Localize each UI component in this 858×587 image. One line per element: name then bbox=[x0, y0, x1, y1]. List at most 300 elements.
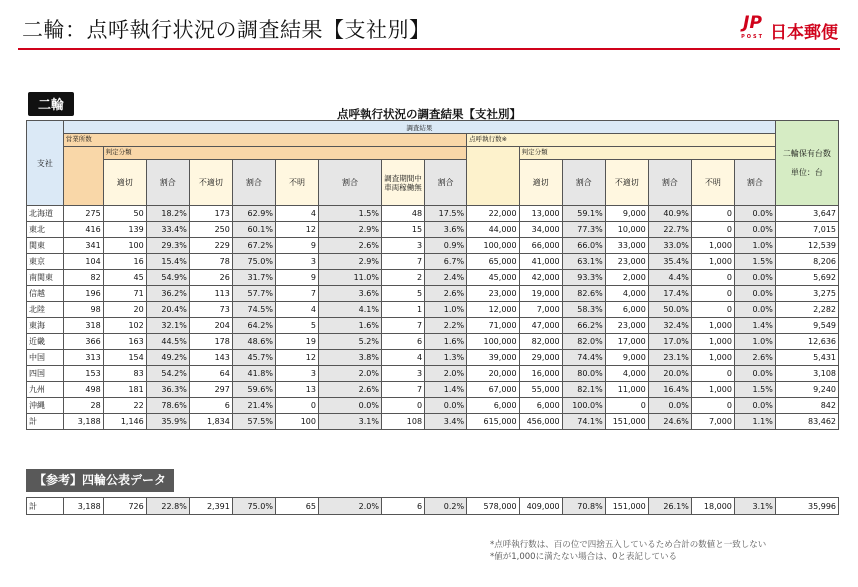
value-cell: 59.1% bbox=[562, 206, 605, 222]
value-cell: 151,000 bbox=[605, 414, 648, 430]
value-cell: 0 bbox=[691, 286, 734, 302]
value-cell: 615,000 bbox=[467, 414, 520, 430]
value-cell: 17.0% bbox=[648, 334, 691, 350]
value-cell: 64.2% bbox=[232, 318, 275, 334]
value-cell: 28 bbox=[63, 398, 103, 414]
value-cell: 23,000 bbox=[605, 254, 648, 270]
value-cell: 66.0% bbox=[562, 238, 605, 254]
reference-table bbox=[26, 497, 839, 515]
footnote: *点呼執行数は、百の位で四捨五入しているため合計の数値と一致しない bbox=[490, 540, 767, 550]
table-row bbox=[27, 318, 839, 334]
value-cell: 313 bbox=[63, 350, 103, 366]
survey-results-header: 調査結果 bbox=[63, 121, 775, 134]
value-cell: 82.0% bbox=[562, 334, 605, 350]
value-cell: 318 bbox=[63, 318, 103, 334]
value-cell: 1 bbox=[382, 302, 425, 318]
value-cell: 3,188 bbox=[63, 414, 103, 430]
value-cell: 16 bbox=[103, 254, 146, 270]
value-cell: 100 bbox=[103, 238, 146, 254]
value-cell: 3.6% bbox=[425, 222, 467, 238]
value-cell: 33.4% bbox=[146, 222, 189, 238]
value-cell: 18.2% bbox=[146, 206, 189, 222]
value-cell: 1,834 bbox=[189, 414, 232, 430]
value-cell: 41.8% bbox=[232, 366, 275, 382]
table-row bbox=[27, 366, 839, 382]
value-cell: 44.5% bbox=[146, 334, 189, 350]
value-cell: 297 bbox=[189, 382, 232, 398]
value-cell: 726 bbox=[103, 498, 146, 515]
value-cell: 0 bbox=[275, 398, 318, 414]
value-cell: 1,000 bbox=[691, 334, 734, 350]
reference-row bbox=[27, 498, 839, 515]
value-cell: 75.0% bbox=[232, 498, 275, 515]
value-cell: 54.2% bbox=[146, 366, 189, 382]
value-cell: 1.0% bbox=[734, 238, 775, 254]
value-cell: 1.4% bbox=[734, 318, 775, 334]
value-cell: 64 bbox=[189, 366, 232, 382]
value-cell: 26.1% bbox=[648, 498, 691, 515]
value-cell: 57.7% bbox=[232, 286, 275, 302]
value-cell: 3.6% bbox=[318, 286, 381, 302]
value-cell: 16,000 bbox=[519, 366, 562, 382]
value-cell: 0 bbox=[691, 222, 734, 238]
value-cell: 36.2% bbox=[146, 286, 189, 302]
value-cell: 59.6% bbox=[232, 382, 275, 398]
branch-cell: 沖縄 bbox=[27, 398, 64, 414]
value-cell: 48.6% bbox=[232, 334, 275, 350]
value-cell: 1.6% bbox=[425, 334, 467, 350]
value-cell: 7 bbox=[382, 382, 425, 398]
value-cell: 143 bbox=[189, 350, 232, 366]
value-cell: 78.6% bbox=[146, 398, 189, 414]
value-cell: 35.9% bbox=[146, 414, 189, 430]
value-cell: 5 bbox=[382, 286, 425, 302]
value-cell: 6 bbox=[382, 334, 425, 350]
value-cell: 178 bbox=[189, 334, 232, 350]
offices-count-header bbox=[63, 147, 103, 206]
value-cell: 3 bbox=[382, 366, 425, 382]
value-cell: 78 bbox=[189, 254, 232, 270]
value-cell: 82.1% bbox=[562, 382, 605, 398]
value-cell: 4 bbox=[382, 350, 425, 366]
value-cell: 83,462 bbox=[775, 414, 838, 430]
value-cell: 13 bbox=[275, 382, 318, 398]
value-cell: 2,000 bbox=[605, 270, 648, 286]
value-cell: 12,000 bbox=[467, 302, 520, 318]
value-cell: 4.1% bbox=[318, 302, 381, 318]
value-cell: 2.9% bbox=[318, 222, 381, 238]
table-row bbox=[27, 254, 839, 270]
value-cell: 35,996 bbox=[775, 498, 838, 515]
value-cell: 6,000 bbox=[467, 398, 520, 414]
value-cell: 71 bbox=[103, 286, 146, 302]
value-cell: 45 bbox=[103, 270, 146, 286]
value-cell: 23.1% bbox=[648, 350, 691, 366]
value-cell: 9,549 bbox=[775, 318, 838, 334]
title-divider bbox=[18, 48, 840, 50]
value-cell: 63.1% bbox=[562, 254, 605, 270]
value-cell: 44,000 bbox=[467, 222, 520, 238]
value-cell: 1,000 bbox=[691, 350, 734, 366]
col-inappropriate: 不適切 bbox=[605, 160, 648, 206]
results-table bbox=[26, 120, 839, 430]
value-cell: 0.0% bbox=[734, 366, 775, 382]
value-cell: 5,431 bbox=[775, 350, 838, 366]
brand-logo bbox=[741, 13, 838, 44]
value-cell: 3.4% bbox=[425, 414, 467, 430]
value-cell: 163 bbox=[103, 334, 146, 350]
value-cell: 139 bbox=[103, 222, 146, 238]
value-cell: 0 bbox=[691, 366, 734, 382]
value-cell: 82,000 bbox=[519, 334, 562, 350]
value-cell: 19 bbox=[275, 334, 318, 350]
value-cell: 1,146 bbox=[103, 414, 146, 430]
value-cell: 0.0% bbox=[734, 302, 775, 318]
value-cell: 2.6% bbox=[734, 350, 775, 366]
value-cell: 204 bbox=[189, 318, 232, 334]
col-appropriate: 適切 bbox=[103, 160, 146, 206]
value-cell: 19,000 bbox=[519, 286, 562, 302]
value-cell: 1,000 bbox=[691, 318, 734, 334]
value-cell: 3,188 bbox=[63, 498, 103, 515]
value-cell: 16.4% bbox=[648, 382, 691, 398]
reference-label: 【参考】四輪公表データ bbox=[26, 469, 174, 492]
col-ratio: 割合 bbox=[562, 160, 605, 206]
value-cell: 45.7% bbox=[232, 350, 275, 366]
value-cell: 0.0% bbox=[734, 286, 775, 302]
value-cell: 100.0% bbox=[562, 398, 605, 414]
branch-cell: 計 bbox=[27, 414, 64, 430]
value-cell: 154 bbox=[103, 350, 146, 366]
value-cell: 100,000 bbox=[467, 238, 520, 254]
branch-cell: 九州 bbox=[27, 382, 64, 398]
total-row bbox=[27, 414, 839, 430]
section-label: 二輪 bbox=[28, 92, 74, 116]
value-cell: 229 bbox=[189, 238, 232, 254]
value-cell: 40.9% bbox=[648, 206, 691, 222]
value-cell: 100,000 bbox=[467, 334, 520, 350]
value-cell: 26 bbox=[189, 270, 232, 286]
branch-cell: 関東 bbox=[27, 238, 64, 254]
value-cell: 73 bbox=[189, 302, 232, 318]
value-cell: 13,000 bbox=[519, 206, 562, 222]
table-row bbox=[27, 334, 839, 350]
value-cell: 22,000 bbox=[467, 206, 520, 222]
value-cell: 22.8% bbox=[146, 498, 189, 515]
value-cell: 0.0% bbox=[425, 398, 467, 414]
value-cell: 113 bbox=[189, 286, 232, 302]
value-cell: 456,000 bbox=[519, 414, 562, 430]
col-ratio: 割合 bbox=[318, 160, 381, 206]
value-cell: 32.1% bbox=[146, 318, 189, 334]
value-cell: 250 bbox=[189, 222, 232, 238]
value-cell: 5,692 bbox=[775, 270, 838, 286]
branch-cell: 中国 bbox=[27, 350, 64, 366]
value-cell: 82.6% bbox=[562, 286, 605, 302]
table-row bbox=[27, 302, 839, 318]
value-cell: 1,000 bbox=[691, 238, 734, 254]
value-cell: 173 bbox=[189, 206, 232, 222]
col-ratio: 割合 bbox=[425, 160, 467, 206]
value-cell: 0 bbox=[691, 206, 734, 222]
value-cell: 9 bbox=[275, 238, 318, 254]
value-cell: 1.1% bbox=[734, 414, 775, 430]
value-cell: 9,000 bbox=[605, 206, 648, 222]
value-cell: 7,000 bbox=[519, 302, 562, 318]
value-cell: 0.0% bbox=[734, 222, 775, 238]
value-cell: 83 bbox=[103, 366, 146, 382]
value-cell: 2.2% bbox=[425, 318, 467, 334]
table-row bbox=[27, 350, 839, 366]
branch-header: 支社 bbox=[27, 121, 64, 206]
footnote: *値が1,000に満たない場合は、0と表記している bbox=[490, 552, 677, 562]
value-cell: 62.9% bbox=[232, 206, 275, 222]
value-cell: 181 bbox=[103, 382, 146, 398]
value-cell: 153 bbox=[63, 366, 103, 382]
offices-header: 営業所数 bbox=[63, 134, 466, 147]
col-ratio: 割合 bbox=[648, 160, 691, 206]
value-cell: 12 bbox=[275, 222, 318, 238]
value-cell: 2.6% bbox=[318, 382, 381, 398]
unit-label: 単位：台 bbox=[790, 168, 823, 177]
value-cell: 7 bbox=[382, 254, 425, 270]
value-cell: 0.0% bbox=[318, 398, 381, 414]
value-cell: 108 bbox=[382, 414, 425, 430]
value-cell: 4 bbox=[275, 206, 318, 222]
table-row bbox=[27, 382, 839, 398]
rollcalls-count-header bbox=[467, 147, 520, 206]
value-cell: 31.7% bbox=[232, 270, 275, 286]
value-cell: 21.4% bbox=[232, 398, 275, 414]
col-ratio: 割合 bbox=[146, 160, 189, 206]
value-cell: 9 bbox=[275, 270, 318, 286]
value-cell: 65 bbox=[275, 498, 318, 515]
value-cell: 3 bbox=[382, 238, 425, 254]
branch-cell: 東北 bbox=[27, 222, 64, 238]
value-cell: 275 bbox=[63, 206, 103, 222]
value-cell: 71,000 bbox=[467, 318, 520, 334]
value-cell: 1.0% bbox=[734, 334, 775, 350]
branch-cell: 信越 bbox=[27, 286, 64, 302]
value-cell: 49.2% bbox=[146, 350, 189, 366]
value-cell: 20,000 bbox=[467, 366, 520, 382]
col-no-vehicle: 調査期間中車両稼働無 bbox=[382, 160, 425, 206]
value-cell: 1.5% bbox=[318, 206, 381, 222]
value-cell: 196 bbox=[63, 286, 103, 302]
col-unknown: 不明 bbox=[275, 160, 318, 206]
value-cell: 3,275 bbox=[775, 286, 838, 302]
footnotes bbox=[490, 539, 766, 563]
value-cell: 3.8% bbox=[318, 350, 381, 366]
value-cell: 58.3% bbox=[562, 302, 605, 318]
value-cell: 23,000 bbox=[605, 318, 648, 334]
value-cell: 50.0% bbox=[648, 302, 691, 318]
value-cell: 3,108 bbox=[775, 366, 838, 382]
value-cell: 2,282 bbox=[775, 302, 838, 318]
table-row bbox=[27, 270, 839, 286]
value-cell: 39,000 bbox=[467, 350, 520, 366]
value-cell: 2 bbox=[382, 270, 425, 286]
value-cell: 5 bbox=[275, 318, 318, 334]
value-cell: 100 bbox=[275, 414, 318, 430]
value-cell: 578,000 bbox=[467, 498, 520, 515]
value-cell: 22.7% bbox=[648, 222, 691, 238]
holdings-header bbox=[775, 121, 838, 206]
value-cell: 33,000 bbox=[605, 238, 648, 254]
value-cell: 11,000 bbox=[605, 382, 648, 398]
value-cell: 0 bbox=[691, 398, 734, 414]
value-cell: 32.4% bbox=[648, 318, 691, 334]
col-ratio: 割合 bbox=[734, 160, 775, 206]
value-cell: 4,000 bbox=[605, 286, 648, 302]
value-cell: 1.5% bbox=[734, 382, 775, 398]
value-cell: 7,000 bbox=[691, 414, 734, 430]
value-cell: 47,000 bbox=[519, 318, 562, 334]
value-cell: 2.6% bbox=[318, 238, 381, 254]
table-row bbox=[27, 286, 839, 302]
value-cell: 74.5% bbox=[232, 302, 275, 318]
value-cell: 54.9% bbox=[146, 270, 189, 286]
value-cell: 9,240 bbox=[775, 382, 838, 398]
value-cell: 80.0% bbox=[562, 366, 605, 382]
value-cell: 498 bbox=[63, 382, 103, 398]
value-cell: 66,000 bbox=[519, 238, 562, 254]
value-cell: 57.5% bbox=[232, 414, 275, 430]
col-inappropriate: 不適切 bbox=[189, 160, 232, 206]
value-cell: 65,000 bbox=[467, 254, 520, 270]
value-cell: 12 bbox=[275, 350, 318, 366]
branch-cell: 計 bbox=[27, 498, 64, 515]
col-ratio: 割合 bbox=[232, 160, 275, 206]
value-cell: 20 bbox=[103, 302, 146, 318]
col-appropriate: 適切 bbox=[519, 160, 562, 206]
value-cell: 15 bbox=[382, 222, 425, 238]
value-cell: 2,391 bbox=[189, 498, 232, 515]
branch-cell: 北海道 bbox=[27, 206, 64, 222]
value-cell: 15.4% bbox=[146, 254, 189, 270]
value-cell: 17,000 bbox=[605, 334, 648, 350]
value-cell: 6.7% bbox=[425, 254, 467, 270]
value-cell: 0 bbox=[605, 398, 648, 414]
value-cell: 74.4% bbox=[562, 350, 605, 366]
branch-cell: 南関東 bbox=[27, 270, 64, 286]
value-cell: 104 bbox=[63, 254, 103, 270]
value-cell: 0 bbox=[691, 270, 734, 286]
value-cell: 60.1% bbox=[232, 222, 275, 238]
value-cell: 41,000 bbox=[519, 254, 562, 270]
value-cell: 6,000 bbox=[605, 302, 648, 318]
value-cell: 24.6% bbox=[648, 414, 691, 430]
value-cell: 2.0% bbox=[425, 366, 467, 382]
value-cell: 22 bbox=[103, 398, 146, 414]
value-cell: 6 bbox=[189, 398, 232, 414]
value-cell: 102 bbox=[103, 318, 146, 334]
value-cell: 0.9% bbox=[425, 238, 467, 254]
value-cell: 3.1% bbox=[318, 414, 381, 430]
value-cell: 1,000 bbox=[691, 382, 734, 398]
value-cell: 36.3% bbox=[146, 382, 189, 398]
value-cell: 67,000 bbox=[467, 382, 520, 398]
value-cell: 1.6% bbox=[318, 318, 381, 334]
branch-cell: 東海 bbox=[27, 318, 64, 334]
value-cell: 50 bbox=[103, 206, 146, 222]
value-cell: 75.0% bbox=[232, 254, 275, 270]
table-row bbox=[27, 222, 839, 238]
value-cell: 20.4% bbox=[146, 302, 189, 318]
value-cell: 2.0% bbox=[318, 498, 381, 515]
value-cell: 5.2% bbox=[318, 334, 381, 350]
value-cell: 67.2% bbox=[232, 238, 275, 254]
value-cell: 17.4% bbox=[648, 286, 691, 302]
value-cell: 2.4% bbox=[425, 270, 467, 286]
rollcalls-header: 点呼執行数※ bbox=[467, 134, 776, 147]
value-cell: 2.9% bbox=[318, 254, 381, 270]
table-title: 点呼執行状況の調査結果【支社別】 bbox=[337, 107, 521, 121]
value-cell: 35.4% bbox=[648, 254, 691, 270]
page-title: 二輪：点呼執行状況の調査結果【支社別】 bbox=[22, 18, 431, 42]
value-cell: 341 bbox=[63, 238, 103, 254]
value-cell: 18,000 bbox=[691, 498, 734, 515]
value-cell: 416 bbox=[63, 222, 103, 238]
value-cell: 9,000 bbox=[605, 350, 648, 366]
branch-cell: 東京 bbox=[27, 254, 64, 270]
value-cell: 29,000 bbox=[519, 350, 562, 366]
jp-post-logo-icon: JP POST bbox=[741, 13, 764, 40]
value-cell: 4,000 bbox=[605, 366, 648, 382]
value-cell: 82 bbox=[63, 270, 103, 286]
value-cell: 1,000 bbox=[691, 254, 734, 270]
value-cell: 42,000 bbox=[519, 270, 562, 286]
value-cell: 0.0% bbox=[648, 398, 691, 414]
value-cell: 34,000 bbox=[519, 222, 562, 238]
value-cell: 33.0% bbox=[648, 238, 691, 254]
value-cell: 1.3% bbox=[425, 350, 467, 366]
value-cell: 23,000 bbox=[467, 286, 520, 302]
value-cell: 12,636 bbox=[775, 334, 838, 350]
value-cell: 3 bbox=[275, 254, 318, 270]
value-cell: 17.5% bbox=[425, 206, 467, 222]
value-cell: 151,000 bbox=[605, 498, 648, 515]
table-row bbox=[27, 398, 839, 414]
value-cell: 0 bbox=[382, 398, 425, 414]
branch-cell: 四国 bbox=[27, 366, 64, 382]
holdings-label: 二輪保有台数 bbox=[782, 149, 831, 158]
value-cell: 74.1% bbox=[562, 414, 605, 430]
value-cell: 10,000 bbox=[605, 222, 648, 238]
value-cell: 93.3% bbox=[562, 270, 605, 286]
value-cell: 2.6% bbox=[425, 286, 467, 302]
value-cell: 6,000 bbox=[519, 398, 562, 414]
table-row bbox=[27, 238, 839, 254]
value-cell: 3.1% bbox=[734, 498, 775, 515]
value-cell: 45,000 bbox=[467, 270, 520, 286]
value-cell: 70.8% bbox=[562, 498, 605, 515]
value-cell: 1.4% bbox=[425, 382, 467, 398]
value-cell: 2.0% bbox=[318, 366, 381, 382]
value-cell: 3,647 bbox=[775, 206, 838, 222]
value-cell: 409,000 bbox=[519, 498, 562, 515]
value-cell: 0.0% bbox=[734, 398, 775, 414]
value-cell: 0.0% bbox=[734, 270, 775, 286]
value-cell: 0.0% bbox=[734, 206, 775, 222]
value-cell: 3 bbox=[275, 366, 318, 382]
col-unknown: 不明 bbox=[691, 160, 734, 206]
value-cell: 20.0% bbox=[648, 366, 691, 382]
value-cell: 66.2% bbox=[562, 318, 605, 334]
offices-classification-header: 判定分類 bbox=[103, 147, 466, 160]
value-cell: 4.4% bbox=[648, 270, 691, 286]
value-cell: 842 bbox=[775, 398, 838, 414]
